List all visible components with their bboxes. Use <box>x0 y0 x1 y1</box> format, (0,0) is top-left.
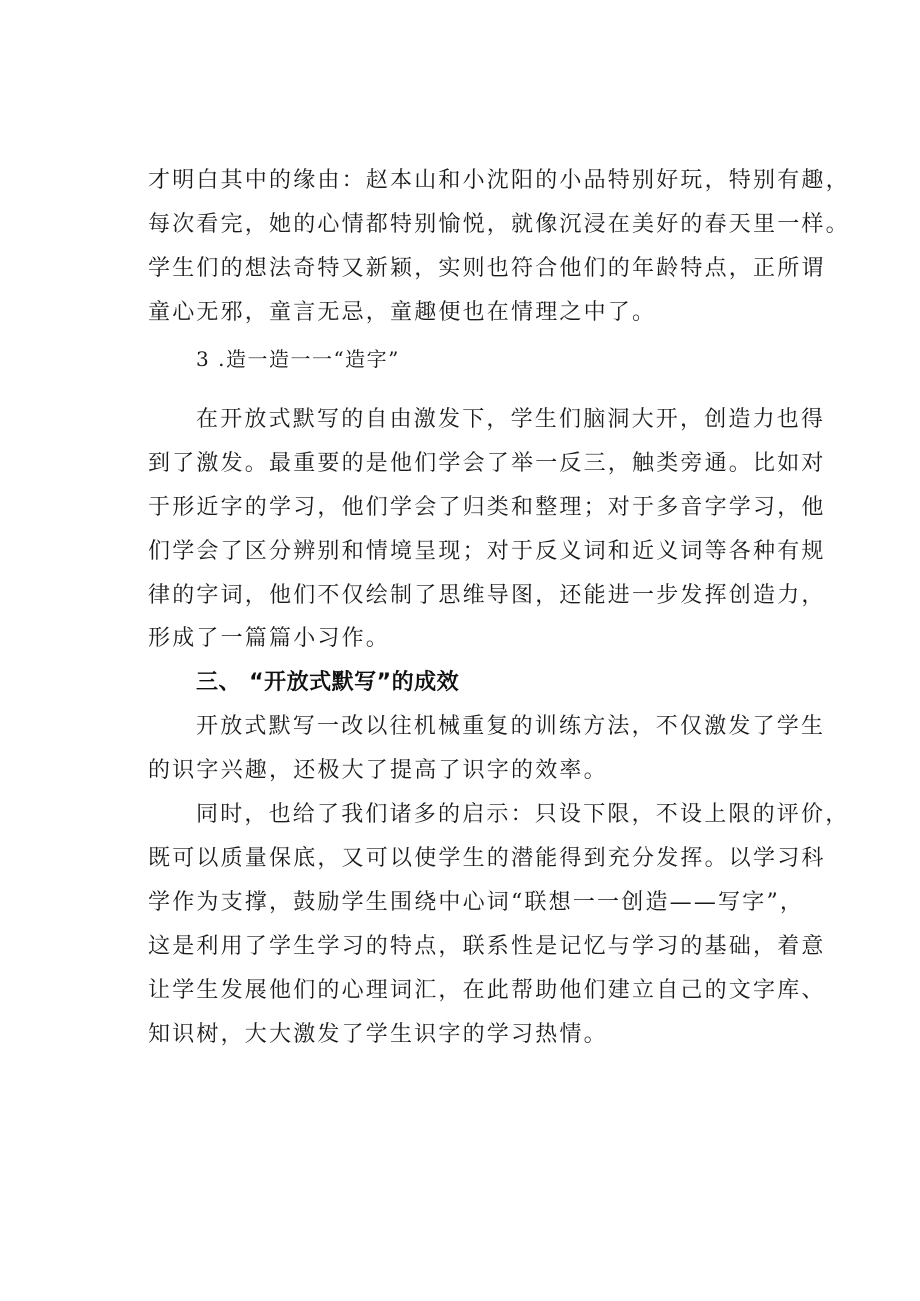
paragraph-2-line-1: 在开放式默写的自由激发下，学生们脑洞大开，创造力也得 <box>196 407 826 432</box>
paragraph-2-line-4: 们学会了区分辨别和情境呈现；对于反义词和近义词等各种有规 <box>148 539 826 564</box>
paragraph-2-line-6: 形成了一篇篇小习作。 <box>148 626 391 651</box>
paragraph-1-line-4: 童心无邪，童言无忌，童趣便也在情理之中了。 <box>148 300 657 325</box>
paragraph-3-line-1: 开放式默写一改以往机械重复的训练方法，不仅激发了学生 <box>196 714 826 739</box>
paragraph-2-line-3: 于形近字的学习，他们学会了归类和整理；对于多音字学习，他 <box>148 495 826 520</box>
paragraph-4-line-6: 知识树，大大激发了学生识字的学习热情。 <box>148 1022 608 1047</box>
paragraph-4-line-1: 同时，也给了我们诸多的启示：只设下限，不设上限的评价， <box>196 802 850 827</box>
paragraph-1-line-3: 学生们的想法奇特又新颖，实则也符合他们的年龄特点，正所谓 <box>148 256 826 281</box>
paragraph-4-line-3: 学作为支撑，鼓励学生围绕中心词“联想一一创造——写字”， <box>148 890 805 915</box>
paragraph-1-line-2: 每次看完，她的心情都特别愉悦，就像沉浸在美好的春天里一样。 <box>148 212 850 237</box>
paragraph-3-line-2: 的识字兴趣，还极大了提高了识字的效率。 <box>148 758 608 783</box>
paragraph-4-line-2: 既可以质量保底，又可以使学生的潜能得到充分发挥。以学习科 <box>148 846 826 871</box>
paragraph-2-line-2: 到了激发。最重要的是他们学会了举一反三，触类旁通。比如对 <box>148 451 826 476</box>
paragraph-4-line-4: 这是利用了学生学习的特点，联系性是记忆与学习的基础，着意 <box>148 934 826 959</box>
paragraph-2-line-5: 律的字词，他们不仅绘制了思维导图，还能进一步发挥创造力， <box>148 583 826 608</box>
paragraph-1-line-1: 才明白其中的缘由：赵本山和小沈阳的小品特别好玩，特别有趣， <box>148 168 850 193</box>
paragraph-4-line-5: 让学生发展他们的心理词汇，在此帮助他们建立自己的文字库、 <box>148 978 826 1003</box>
subheading-3: 3 .造一造一一“造字” <box>196 347 400 371</box>
section-heading: 三、 “开放式默写”的成效 <box>196 670 460 695</box>
